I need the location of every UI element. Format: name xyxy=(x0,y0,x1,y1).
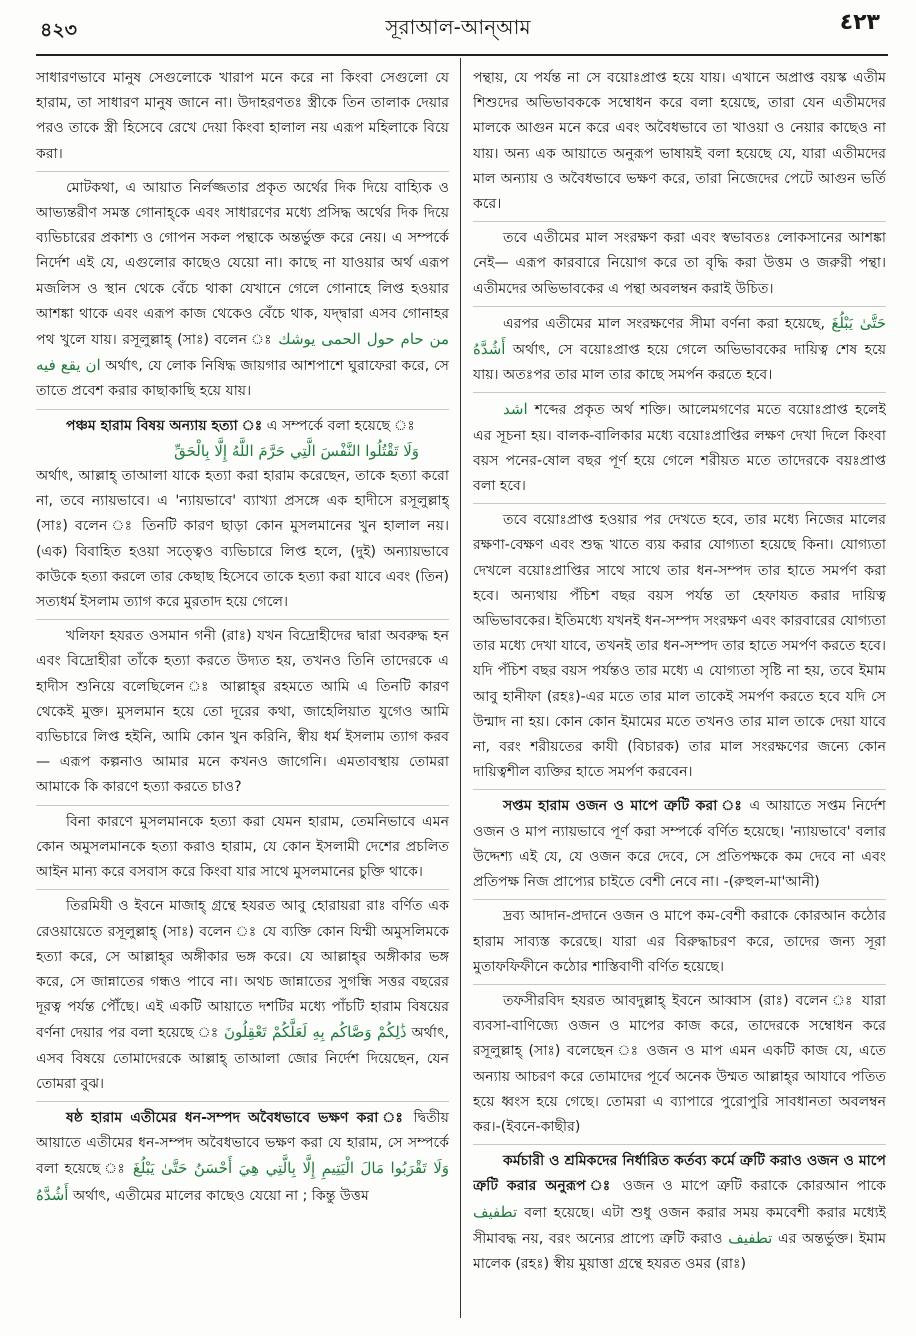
arabic-word: تطفيف xyxy=(473,1202,518,1221)
paragraph: পন্থায়, যে পর্যন্ত না সে বয়োঃপ্রাপ্ত হয়ে যায়। এখানে অপ্রাপ্ত বয়স্ক এতীম শিশুদের অভিভাবককে সম্বোধন করে বলা হয়েছে, তারা যেন এতীমদের মালকে আগুন মনে করে এবং অবৈধভাবে তা খাওয়া ও নেয়ার কাছেও না যায়। অন্য এক আয়াতে অনুরূপ ভাষায়ই বলা হয়েছে যে, যারা এতীমদের মাল অন্যায় ও অবৈধভাবে ভক্ষণ করে, তারা নিজেদের পেটে আগুন ভর্তি করে। xyxy=(473,66,886,222)
column-divider xyxy=(460,58,461,1318)
paragraph: তিরমিযী ও ইবনে মাজাহ্ গ্রন্থে হযরত আবু হোরায়রা রাঃ বর্ণিত এক রেওয়ায়েতে রসূলুল্লাহ্ (সাঃ) বলেন ঃ যে ব্যক্তি কোন যিম্মী অমুসলিমকে হত্যা করে, সে আল্লাহ্‌র অঙ্গীকার ভঙ্গ করে। যে আল্লাহ্‌র অঙ্গীকার ভঙ্গ করে, সে জান্নাতের গন্ধও পাবে না। অথচ জান্নাতের সুগন্ধি সত্তর বছরের দূরত্ব পর্যন্ত পৌঁছে। এই একটি আয়াতে দশটির মধ্যে পাঁচটি হারাম বিষয়ের বর্ণনা দেয়ার পর বলা হয়েছে ঃ ذَٰلِكُمْ وَصَّاكُم بِهِ لَعَلَّكُمْ تَعْقِلُونَ অর্থাৎ, এসব বিষয়ে তোমাদেরকে আল্লাহ্ তাআলা জোর নির্দেশ দিয়েছেন, যেন তোমরা বুঝ। xyxy=(36,894,449,1102)
right-column xyxy=(473,66,886,1328)
header-divider xyxy=(36,54,888,56)
paragraph: দ্রব্য আদান-প্রদানে ওজন ও মাপে কম-বেশী করাকে কোরআন কঠোর হারাম সাব্যস্ত করেছে। যারা এর বিরুদ্ধাচরণ করে, তাদের জন্য সূরা মুতাফফিফীনে কঠোর শাস্তিবাণী বর্ণিত হয়েছে। xyxy=(473,904,886,985)
paragraph: তবে বয়োঃপ্রাপ্ত হওয়ার পর দেখতে হবে, তার মধ্যে নিজের মালের রক্ষণা-বেক্ষণ এবং শুদ্ধ খাতে ব্যয় করার যোগ্যতা হয়েছে কিনা। যোগ্যতা দেখলে বয়োঃপ্রাপ্তির সাথে সাথে তার ধন-সম্পদ তার হাতে সমর্পণ করা হবে। অন্যথায় পঁচিশ বছর বয়স পর্যন্ত তা হেফাযত করার দায়িত্ব অভিভাবকের। ইতিমধ্যে যখনই ধন-সম্পদ সংরক্ষণ এবং কারবারের যোগ্যতা তার মধ্যে দেখা যাবে, তখনই তার ধন-সম্পদ তার হাতে সমর্পণ করতে হবে। যদি পঁচিশ বছর বয়স পর্যন্তও তার মধ্যে এ যোগ্যতা সৃষ্টি না হয়, তবে ইমাম আবু হানীফা (রহঃ)-এর মতে তার মাল তাকেই সমর্পণ করতে হবে যদি সে উন্মাদ না হয়। কোন কোন ইমামের মতে তখনও তার মাল তাকে দেয়া যাবে না, বরং শরীয়তের কাযী (বিচারক) তার মাল সংরক্ষণের জন্যে কোন দায়িত্বশীল ব্যক্তির হাতে সমর্পণ করবেন। xyxy=(473,508,886,790)
surah-title: সূরাআল-আন্আম xyxy=(385,15,531,39)
arabic-word: اشد xyxy=(503,400,528,419)
paragraph: মোটকথা, এ আয়াত নির্লজ্জতার প্রকৃত অর্থের দিক দিয়ে বাহ্যিক ও আভ্যন্তরীণ সমস্ত গোনাহ্‌কে এবং সাধারণের মধ্যে প্রসিদ্ধ অর্থের দিক দিয়ে ব্যভিচারের প্রকাশ্য ও গোপন সকল পন্থাকে অন্তর্ভুক্ত করে নেয়। এ সম্পর্কে নির্দেশ এই যে, এগুলোর কাছেও যেয়ো না। কাছে না যাওয়ার অর্থ এরূপ মজলিস ও স্থান থেকে বেঁচে থাকা যেখানে গেলে গোনাহে লিপ্ত হওয়ার আশঙ্কা থাকে এবং এরূপ কাজ থেকেও বেঁচে থাক, যদ্দ্বারা এসব গোনাহর পথ খুলে যায়। রসূলুল্লাহ্ (সাঃ) বলেন ঃ من حام حول الحمى يوشك ان يقع فيه অর্থাৎ, যে লোক নিষিদ্ধ জায়গার আশপাশে ঘুরাফেরা করে, সে তাতে প্রবেশ করার কাছাকাছি হয়ে যায়। xyxy=(36,176,449,410)
page-header xyxy=(0,0,916,58)
section-heading: সপ্তম হারাম ওজন ও মাপে ত্রুটি করা ঃ xyxy=(503,798,744,815)
paragraph: বিনা কারণে মুসলমানকে হত্যা করা যেমন হারাম, তেমনিভাবে এমন কোন অমুসলমানকে হত্যা করাও হারাম, যে কোন ইসলামী দেশের প্রচলিত আইন মান্য করে বসবাস করে কিংবা যার সাথে মুসলমানের চুক্তি থাকে। xyxy=(36,810,449,891)
paragraph: তবে এতীমের মাল সংরক্ষণ করা এবং স্বভাবতঃ লোকসানের আশঙ্কা নেই— এরূপ কারবারে নিয়োগ করে তা বৃদ্ধি করা উত্তম ও জরুরী পন্থা। এতীমদের অভিভাবকের এ পন্থা অবলম্বন করাই উচিত। xyxy=(473,226,886,307)
section-heading: কর্মচারী ও শ্রমিকদের নির্ধারিত কর্তব্য কর্মে ত্রুটি করাও ওজন ও মাপে ত্রুটি করার অনুরূপ ঃ xyxy=(473,1153,886,1195)
page-number-arabic: ٤٢٣ xyxy=(839,10,880,35)
paragraph: اشد শব্দের প্রকৃত অর্থ শক্তি। আলেমগণের মতে বয়োঃপ্রাপ্ত হলেই এর সূচনা হয়। বালক-বালিকার মধ্যে বয়োঃপ্রাপ্তির লক্ষণ দেখা দিলে কিংবা বয়স পনের-ষোল বছর পূর্ণ হয়ে গেলে শরীয়ত মতে তাদেরকে বয়ঃপ্রাপ্ত বলা হবে। xyxy=(473,397,886,504)
paragraph: সাধারণভাবে মানুষ সেগুলোকে খারাপ মনে করে না কিংবা সেগুলো যে হারাম, তা সাধারণ মানুষ জানে না। উদাহরণতঃ স্ত্রীকে তিন তালাক দেয়ার পরও তাকে স্ত্রী হিসেবে রেখে দেয়া কিংবা হালাল নয় এরূপ মহিলাকে বিয়ে করা। xyxy=(36,66,449,172)
page-number-bengali: ৪২৩ xyxy=(40,19,78,41)
arabic-quote: من حام حول الحمى يوشك ان يقع فيه xyxy=(36,330,449,375)
arabic-verse: وَلَا تَقْرَبُوا مَالَ الْيَتِيمِ إِلَّا بِالَّتِي هِيَ أَحْسَنُ حَتَّىٰ يَبْلُغَ أَشُدَّهُ xyxy=(36,1159,449,1204)
paragraph: খলিফা হযরত ওসমান গনী (রাঃ) যখন বিদ্রোহীদের দ্বারা অবরুদ্ধ হন এবং বিদ্রোহীরা তাঁকে হত্যা করতে উদ্যত হয়, তখনও তিনি তাদেরকে এ হাদীস শুনিয়ে বলেছিলেন ঃ আল্লাহ্‌র রহমতে আমি এ তিনটি কারণ থেকেই মুক্ত। মুসলমান হয়ে তো দূরের কথা, জাহেলিয়াত যুগেও আমি ব্যভিচারে লিপ্ত হইনি, আমি কোন খুন করিনি, স্বীয় ধর্ম ইসলাম ত্যাগ করব— এরূপ কল্পনাও আমার মনে কখনও জাগেনি। এমতাবস্থায় তোমরা আমাকে কি কারণে হত্যা করতে চাও? xyxy=(36,624,449,805)
paragraph: এরপর এতীমের মাল সংরক্ষণের সীমা বর্ণনা করা হয়েছে, حَتَّىٰ يَبْلُغَ أَشُدَّهُ অর্থাৎ, সে বয়োঃপ্রাপ্ত হয়ে গেলে অভিভাবকের দায়িত্ব শেষ হয়ে যায়। অতঃপর তার মাল তার কাছে সমর্পন করতে হবে। xyxy=(473,311,886,394)
paragraph: ষষ্ঠ হারাম এতীমের ধন-সম্পদ অবৈধভাবে ভক্ষণ করা ঃ দ্বিতীয় আয়াতে এতীমের ধন-সম্পদ অবৈধভাবে ভক্ষণ করা যে হারাম, সে সম্পর্কে বলা হয়েছে ঃ وَلَا تَقْرَبُوا مَالَ الْيَتِيمِ إِلَّا بِالَّتِي هِيَ أَحْسَنُ حَتَّىٰ يَبْلُغَ أَشُدَّهُ অর্থাৎ, এতীমের মালের কাছেও যেয়ো না ; কিন্তু উত্তম xyxy=(36,1109,449,1204)
paragraph: পঞ্চম হারাম বিষয় অন্যায় হত্যা ঃ এ সম্পর্কে বলা হয়েছে ঃ وَلَا تَقْتُلُوا النَّفْسَ الَّتِي حَرَّمَ اللَّهُ إِلَّا بِالْحَقِّ অর্থাৎ, আল্লাহ্ তাআলা যাকে হত্যা করা হারাম করেছেন, তাকে হত্যা করো না, তবে ন্যায়ভাবে। এ 'ন্যায়ভাবে' ব্যাখ্যা প্রসঙ্গে এক হাদীসে রসূলুল্লাহ্ (সাঃ) বলেন ঃ তিনটি কারণ ছাড়া কোন মুসলমানের খুন হালাল নয়। (এক) বিবাহিত হওয়া সত্ত্বেও ব্যভিচারে লিপ্ত হলে, (দুই) অন্যায়ভাবে কাউকে হত্যা করলে তার কেছাছ হিসেবে তাকে হত্যা করা যাবে এবং (তিন) সত্যধর্ম ইসলাম ত্যাগ করে মুরতাদ হয়ে গেলে। xyxy=(36,414,449,621)
arabic-verse: ذَٰلِكُمْ وَصَّاكُم بِهِ لَعَلَّكُمْ تَعْقِلُونَ xyxy=(223,1023,407,1042)
left-column xyxy=(36,66,449,1328)
arabic-verse: وَلَا تَقْتُلُوا النَّفْسَ الَّتِي حَرَّمَ اللَّهُ إِلَّا بِالْحَقِّ xyxy=(174,441,419,460)
section-heading: ষষ্ঠ হারাম এতীমের ধন-সম্পদ অবৈধভাবে ভক্ষণ করা ঃ xyxy=(66,1109,407,1126)
section-heading: পঞ্চম হারাম বিষয় অন্যায় হত্যা ঃ xyxy=(66,417,263,434)
paragraph: কর্মচারী ও শ্রমিকদের নির্ধারিত কর্তব্য কর্মে ত্রুটি করাও ওজন ও মাপে ত্রুটি করার অনুরূপ ঃ ওজন ও মাপে ত্রুটি করাকে কোরআন পাকে تطفيف বলা হয়েছে। এটা শুধু ওজন করার সময় কমবেশী করার মধ্যেই সীমাবদ্ধ নয়, বরং অন্যের প্রাপ্যে ত্রুটি করাও تطفيف এর অন্তর্ভুক্ত। ইমাম মালেক (রহঃ) স্বীয় মুয়াত্তা গ্রন্থে হযরত ওমর (রাঃ) xyxy=(473,1153,886,1272)
paragraph: তফসীরবিদ হযরত আবদুল্লাহ্ ইবনে আব্বাস (রাঃ) বলেন ঃ যারা ব্যবসা-বাণিজ্যে ওজন ও মাপের কাজ করে, তাদেরকে সম্বোধন করে রসূলুল্লাহ্ (সাঃ) বলেছেন ঃ ওজন ও মাপ এমন একটি কাজ যে, এতে অন্যায় আচরণ করে তোমাদের পূর্বে অনেক উম্মত আল্লাহ্‌র আযাবে পতিত হয়ে ধ্বংস হয়ে গেছে। তোমরা এ ব্যাপারে পুরোপুরি সাবধানতা অবলম্বন কর।-(ইবনে-কাছীর) xyxy=(473,989,886,1145)
paragraph: সপ্তম হারাম ওজন ও মাপে ত্রুটি করা ঃ এ আয়াতে সপ্তম নির্দেশ ওজন ও মাপ ন্যায়ভাবে পূর্ণ করা সম্পর্কে বর্ণিত হয়েছে। 'ন্যায়ভাবে' বলার উদ্দেশ্য এই যে, যে ওজন করে দেবে, সে প্রতিপক্ষকে কম দেবে না এবং প্রতিপক্ষ নিজ প্রাপ্যের চাইতে বেশী নেবে না। -(রুহুল-মা'আনী) xyxy=(473,794,886,900)
arabic-word: تطفيف xyxy=(728,1228,773,1247)
arabic-verse: حَتَّىٰ يَبْلُغَ أَشُدَّهُ xyxy=(473,313,886,359)
